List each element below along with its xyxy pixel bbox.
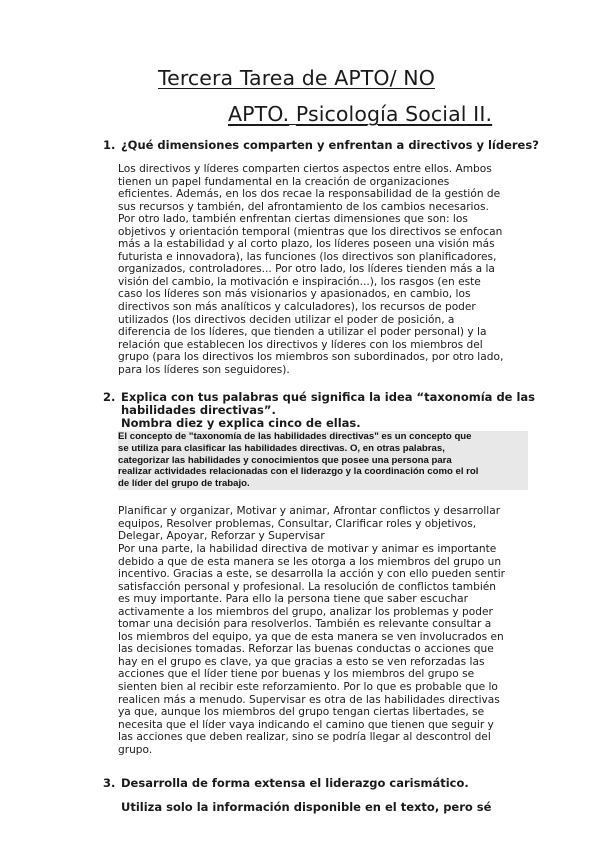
- text-line: tienen un papel fundamental en la creación de organizaciones: [118, 175, 450, 188]
- text-line: Por otro lado, también enfrentan ciertas dimensiones que son: los: [118, 213, 468, 226]
- q2-question-line: Nombra diez y explica cinco de ellas.: [121, 416, 361, 430]
- text-line: acciones que el líder tiene por buenas y los miembros del grupo se: [118, 668, 475, 681]
- text-line: Por una parte, la habilidad directiva de motivar y animar es importante: [118, 543, 497, 555]
- highlight-line: de líder del grupo de trabajo.: [118, 478, 250, 489]
- text-line: los miembros del equipo, ya que de esta manera se ven involucrados en: [118, 630, 504, 643]
- text-line: futurista e innovadora), las funciones (los directivos son planificadores,: [118, 250, 497, 263]
- text-line: caso los líderes son más visionarios y apasionados, en cambio, los: [118, 288, 471, 301]
- text-line: las acciones que deben realizar, sino se podría llegar al descontrol del: [118, 731, 491, 744]
- text-line: incentivo. Gracias a este, se desarrolla la acción y con ello pueden sentir: [118, 568, 506, 581]
- document-title: Tercera Tarea de APTO/ NO: [158, 66, 435, 90]
- text-line: realicen más a menudo. Supervisar es otra de las habilidades directivas: [118, 693, 500, 706]
- text-line: más a la estabilidad y al corto plazo, los líderes poseen una visión más: [118, 238, 495, 251]
- q1-number: 1.: [103, 138, 116, 152]
- text-line: Delegar, Apoyar, Reforzar y Supervisar: [118, 530, 325, 543]
- q2-question-line: habilidades directivas”.: [121, 403, 276, 417]
- text-line: eficientes. Además, en los dos recae la responsabilidad de la gestión de: [118, 188, 501, 201]
- q1-answer: [118, 163, 528, 376]
- text-line: diferencia de los líderes, que tienden a utilizar el poder personal) y la: [118, 326, 487, 339]
- text-line: activamente a los miembros del grupo, analizar los problemas y poder: [118, 605, 493, 618]
- text-line: hay en el grupo es clave, ya que gracias a esto se ven reforzadas las: [118, 655, 485, 668]
- q1-question: ¿Qué dimensiones comparten y enfrentan a directivos y líderes?: [121, 138, 539, 152]
- text-line: grupo.: [118, 743, 153, 756]
- highlight-line: realizar actividades relacionadas con el liderazgo y la coordinación como el rol: [118, 466, 479, 478]
- text-line: es muy importante. Para ello la persona tiene que saber escuchar: [118, 593, 468, 606]
- text-line: tomar una decisión para resolverlos. También es relevante consultar a: [118, 618, 492, 631]
- text-line: organizados, controladores... Por otro lado, los líderes tienden más a la: [118, 263, 495, 276]
- q3-number: 3.: [103, 776, 116, 790]
- highlight-line: categorizar las habilidades y conocimientos que posee una persona para: [118, 454, 452, 466]
- text-line: directivos son más analíticos y calculadores), los recursos de poder: [118, 301, 476, 314]
- q2-number: 2.: [103, 390, 116, 404]
- q3-question: Desarrolla de forma extensa el liderazgo carismático.: [121, 776, 469, 790]
- title-course: Psicología Social II.: [295, 102, 493, 126]
- text-line: debido a que de esta manera se les otorga a los miembros del grupo un: [118, 555, 502, 568]
- text-line: sus recursos y también, del afrontamiento de los cambios necesarios.: [118, 200, 489, 213]
- text-line: sienten bien al recibir este reforzamiento. Por lo que es probable que lo: [118, 681, 498, 694]
- q3-subquestion: Utiliza solo la información disponible en el texto, pero sé: [121, 800, 492, 814]
- text-line: Los directivos y líderes comparten ciertos aspectos entre ellos. Ambos: [118, 163, 492, 175]
- q2-skills-list: [118, 505, 528, 543]
- q2-answer: [118, 543, 528, 756]
- text-line: necesita que el líder vaya indicando el camino que tienen que seguir y: [118, 718, 494, 731]
- highlight-line: El concepto de "taxonomía de las habilidades directivas" es un concepto que: [118, 431, 472, 442]
- text-line: visión del cambio, la motivación e inspiración...), los rasgos (en este: [118, 275, 481, 288]
- text-line: equipos, Resolver problemas, Consultar, Clarificar roles y objetivos,: [118, 517, 477, 530]
- title-apto: APTO.: [228, 102, 290, 126]
- document-subtitle: [228, 102, 492, 126]
- text-line: Planificar y organizar, Motivar y animar, Afrontar conflictos y desarrollar: [118, 505, 501, 517]
- text-line: relación que establecen los directivos y líderes con los miembros del: [118, 338, 483, 351]
- text-line: las decisiones tomadas. Reforzar las buenas conductas o acciones que: [118, 643, 494, 656]
- text-line: satisfacción personal y profesional. La resolución de conflictos también: [118, 580, 497, 593]
- text-line: objetivos y orientación temporal (mientras que los directivos se enfocan: [118, 225, 503, 238]
- q2-question-line: Explica con tus palabras qué significa la idea “taxonomía de las: [121, 390, 536, 404]
- text-line: grupo (para los directivos los miembros son subordinados, por otro lado,: [118, 351, 504, 364]
- highlight-line: se utiliza para clasificar las habilidades directivas. O, en otras palabras,: [118, 442, 445, 454]
- q2-question: [121, 391, 535, 430]
- text-line: utilizados (los directivos deciden utilizar el poder de posición, a: [118, 313, 455, 326]
- text-line: ya que, aunque los miembros del grupo tengan ciertas libertades, se: [118, 706, 485, 719]
- q2-highlighted-definition: [118, 431, 528, 490]
- text-line: para los líderes son seguidores).: [118, 363, 290, 376]
